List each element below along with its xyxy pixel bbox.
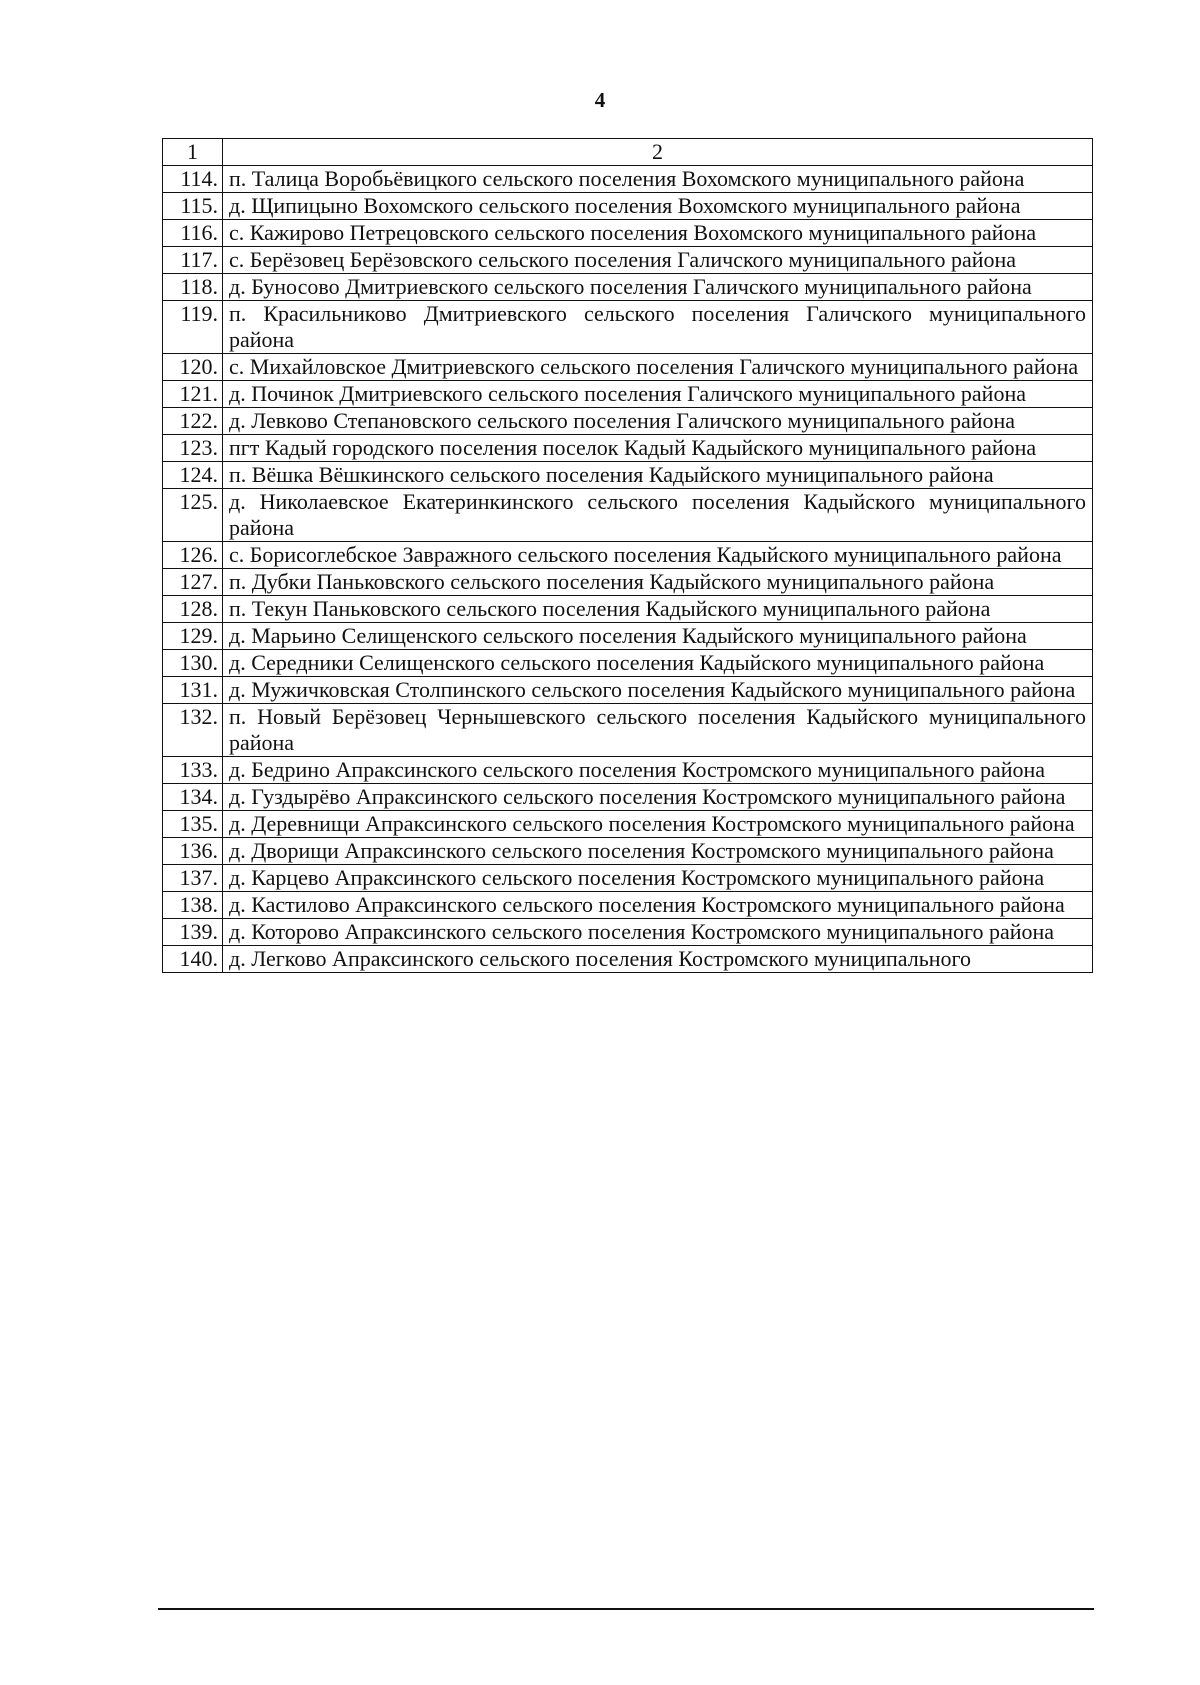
column-header-settlement: 2 [223,139,1093,166]
table-row [163,301,1093,354]
settlement-name: д. Которово Апраксинского сельского поселения Костромского муниципального района [223,919,1093,946]
row-number: 120. [163,354,223,381]
row-number: 126. [163,542,223,569]
table-row [163,247,1093,274]
row-number: 124. [163,462,223,489]
table-row [163,166,1093,193]
table-row [163,435,1093,462]
table-body [163,166,1093,973]
page-number: 4 [594,88,606,112]
settlement-name: п. Текун Паньковского сельского поселения Кадыйского муниципального района [223,596,1093,623]
row-number: 133. [163,757,223,784]
row-number: 114. [163,166,223,193]
bottom-rule [158,1608,1094,1610]
settlement-name: д. Дворищи Апраксинского сельского поселения Костромского муниципального района [223,838,1093,865]
settlement-name: д. Карцево Апраксинского сельского поселения Костромского муниципального района [223,865,1093,892]
row-number: 135. [163,811,223,838]
row-number: 139. [163,919,223,946]
row-number: 121. [163,381,223,408]
settlement-name: пгт Кадый городского поселения поселок Кадый Кадыйского муниципального района [223,435,1093,462]
settlement-name: п. Дубки Паньковского сельского поселения Кадыйского муниципального района [223,569,1093,596]
table-row [163,489,1093,542]
row-number: 125. [163,489,223,542]
settlement-name: д. Бедрино Апраксинского сельского поселения Костромского муниципального района [223,757,1093,784]
settlement-name: с. Берёзовец Берёзовского сельского поселения Галичского муниципального района [223,247,1093,274]
settlement-name: д. Мужичковская Столпинского сельского поселения Кадыйского муниципального района [223,677,1093,704]
settlement-name: п. Вёшка Вёшкинского сельского поселения Кадыйского муниципального района [223,462,1093,489]
settlement-name: д. Гуздырёво Апраксинского сельского поселения Костромского муниципального района [223,784,1093,811]
row-number: 140. [163,946,223,973]
row-number: 122. [163,408,223,435]
table-row [163,704,1093,757]
table-row [163,757,1093,784]
settlement-name: д. Левково Степановского сельского поселения Галичского муниципального района [223,408,1093,435]
row-number: 132. [163,704,223,757]
table-row [163,462,1093,489]
table-row [163,650,1093,677]
row-number: 127. [163,569,223,596]
table-row [163,946,1093,973]
row-number: 136. [163,838,223,865]
settlement-name: с. Кажирово Петрецовского сельского поселения Вохомского муниципального района [223,220,1093,247]
settlements-table [162,138,1093,973]
settlement-name: д. Деревнищи Апраксинского сельского поселения Костромского муниципального района [223,811,1093,838]
table-row [163,811,1093,838]
settlement-name: д. Щипицыно Вохомского сельского поселения Вохомского муниципального района [223,193,1093,220]
table-row [163,193,1093,220]
settlement-name: д. Марьино Селищенского сельского поселения Кадыйского муниципального района [223,623,1093,650]
row-number: 130. [163,650,223,677]
table-row [163,865,1093,892]
settlement-name: п. Новый Берёзовец Чернышевского сельского поселения Кадыйского муниципального района [223,704,1093,757]
column-header-number: 1 [163,139,223,166]
table-row [163,408,1093,435]
table-row [163,354,1093,381]
settlement-name: д. Буносово Дмитриевского сельского поселения Галичского муниципального района [223,274,1093,301]
settlement-name: д. Кастилово Апраксинского сельского поселения Костромского муниципального района [223,892,1093,919]
row-number: 123. [163,435,223,462]
settlement-name: п. Красильниково Дмитриевского сельского поселения Галичского муниципального района [223,301,1093,354]
table-row [163,381,1093,408]
row-number: 138. [163,892,223,919]
row-number: 116. [163,220,223,247]
table-row [163,919,1093,946]
row-number: 115. [163,193,223,220]
table-row [163,677,1093,704]
settlement-name: д. Николаевское Екатеринкинского сельского поселения Кадыйского муниципального района [223,489,1093,542]
table-row [163,542,1093,569]
row-number: 134. [163,784,223,811]
row-number: 131. [163,677,223,704]
row-number: 117. [163,247,223,274]
table-row [163,274,1093,301]
table-row [163,892,1093,919]
table-header-row [163,139,1093,166]
row-number: 137. [163,865,223,892]
settlement-name: с. Михайловское Дмитриевского сельского поселения Галичского муниципального района [223,354,1093,381]
table-row [163,596,1093,623]
table-row [163,623,1093,650]
table-row [163,784,1093,811]
settlement-name: д. Середники Селищенского сельского поселения Кадыйского муниципального района [223,650,1093,677]
table-row [163,569,1093,596]
settlement-name: п. Талица Воробьёвицкого сельского поселения Вохомского муниципального района [223,166,1093,193]
row-number: 129. [163,623,223,650]
table-row [163,220,1093,247]
settlement-name: д. Починок Дмитриевского сельского поселения Галичского муниципального района [223,381,1093,408]
row-number: 118. [163,274,223,301]
settlement-name: с. Борисоглебское Завражного сельского поселения Кадыйского муниципального района [223,542,1093,569]
table-row [163,838,1093,865]
row-number: 128. [163,596,223,623]
row-number: 119. [163,301,223,354]
settlement-name: д. Легково Апраксинского сельского поселения Костромского муниципального [223,946,1093,973]
